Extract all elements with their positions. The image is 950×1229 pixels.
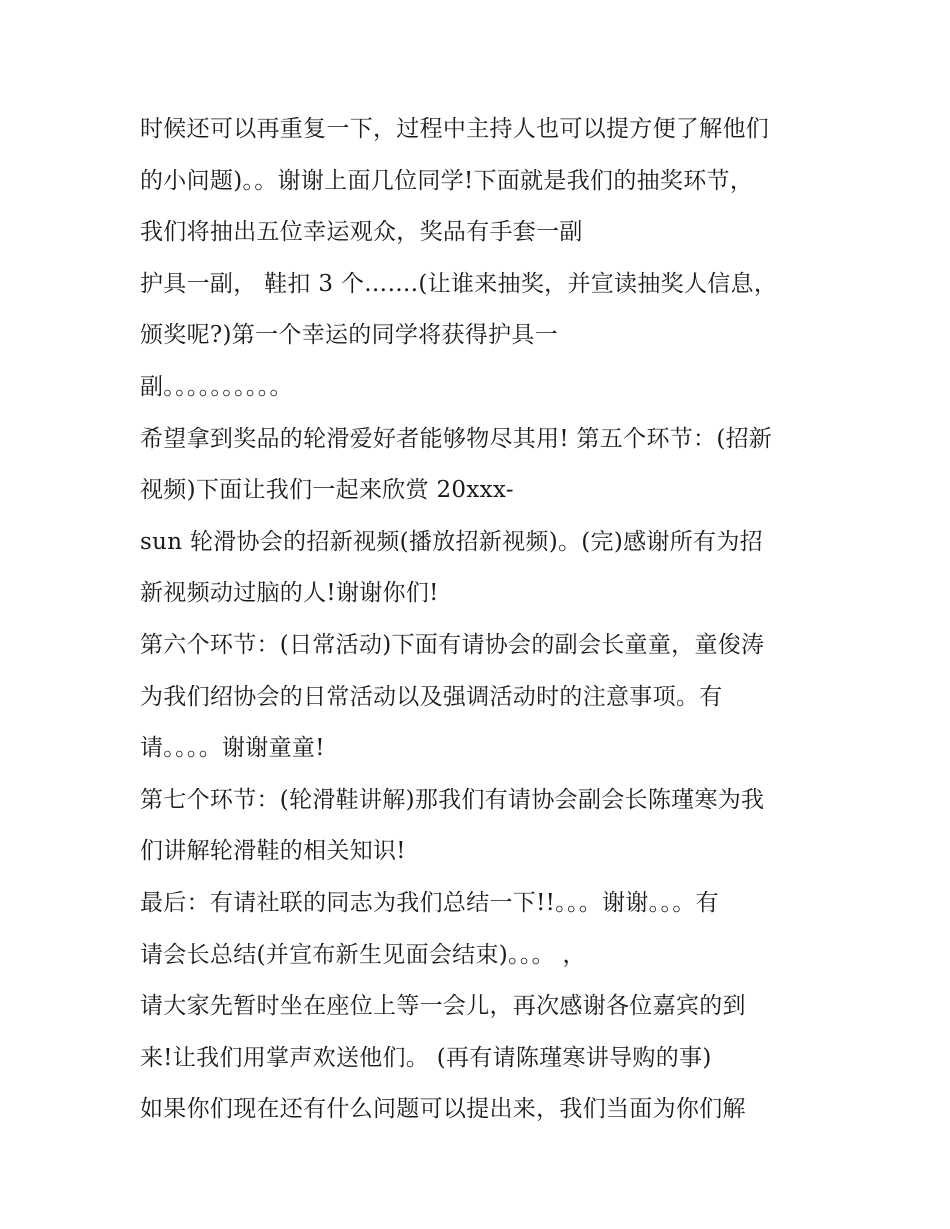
text-line: 请。。。。谢谢童童! <box>140 735 325 762</box>
text-line: 第六个环节：(日常活动)下面有请协会的副会长童童，童俊涛 <box>140 631 765 658</box>
text-line: 请会长总结(并宣布新生见面会结束)。。。 ， <box>140 941 586 968</box>
text-line: 的小问题)。。谢谢上面几位同学!下面就是我们的抽奖环节， <box>140 167 754 194</box>
text-line: 颁奖呢?)第一个幸运的同学将获得护具一 <box>140 322 559 349</box>
text-line: 时候还可以再重复一下，过程中主持人也可以提方便了解他们 <box>140 116 770 142</box>
text-line: 护具一副， 鞋扣 3 个…….(让谁来抽奖，并宣读抽奖人信息， <box>140 270 778 297</box>
text-line: 新视频动过脑的人!谢谢你们! <box>140 580 439 607</box>
text-line: 最后：有请社联的同志为我们总结一下!!。。。谢谢。。。有 <box>140 889 719 916</box>
text-line: 副。。。。。。。。。。 <box>140 373 293 400</box>
text-line: 来!让我们用掌声欢送他们。 (再有请陈瑾寒讲导购的事) <box>140 1044 712 1071</box>
text-line: 视频)下面让我们一起来欣赏 20xxx- <box>140 477 514 504</box>
text-line: 我们将抽出五位幸运观众，奖品有手套一副 <box>140 219 583 246</box>
text-line: 第七个环节：(轮滑鞋讲解)那我们有请协会副会长陈瑾寒为我 <box>140 786 765 813</box>
text-line: 如果你们现在还有什么问题可以提出来，我们当面为你们解 <box>140 1096 746 1123</box>
text-line: 们讲解轮滑鞋的相关知识! <box>140 838 406 865</box>
text-line: 请大家先暂时坐在座位上等一会儿，再次感谢各位嘉宾的到 <box>140 993 746 1020</box>
text-line: 希望拿到奖品的轮滑爱好者能够物尽其用! 第五个环节：(招新 <box>140 425 773 452</box>
text-line: 为我们绍协会的日常活动以及强调活动时的注意事项。有 <box>140 683 723 710</box>
body-text <box>140 104 830 1136</box>
text-line: sun 轮滑协会的招新视频(播放招新视频)。(完)感谢所有为招 <box>140 528 763 555</box>
